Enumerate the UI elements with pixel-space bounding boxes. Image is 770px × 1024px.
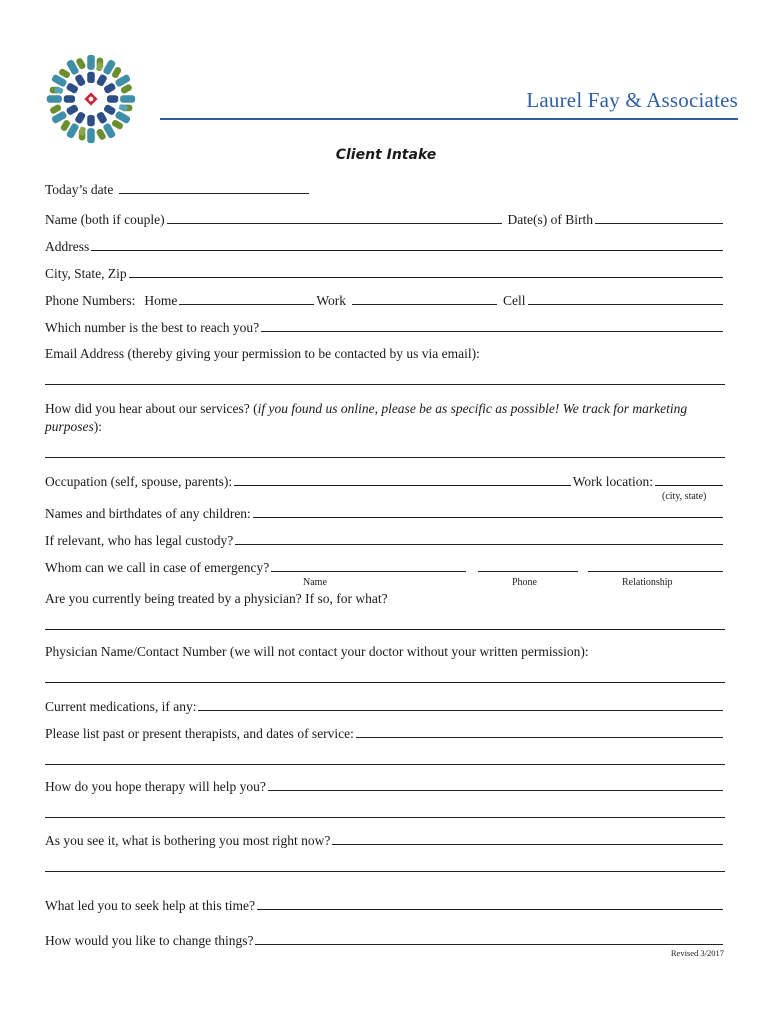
past-therapists-field[interactable] [356, 725, 723, 738]
seek-help-label: What led you to seek help at this time? [45, 898, 255, 913]
phone-label: Phone Numbers: [45, 293, 136, 308]
hear-about-field[interactable] [45, 457, 725, 458]
change-things-label: How would you like to change things? [45, 933, 254, 948]
address-field[interactable] [91, 238, 723, 251]
best-number-field[interactable] [261, 319, 723, 332]
work-location-field[interactable] [655, 473, 723, 486]
email-field[interactable] [45, 384, 725, 385]
physician-treatment-field[interactable] [45, 629, 725, 630]
city-row [45, 265, 725, 282]
hear-about-row: How did you hear about our services? (if you found us online, please be as specific as possible! We track for marketing purposes): [45, 401, 688, 434]
name-field[interactable] [167, 211, 502, 224]
phone-work-label: Work [316, 293, 347, 308]
address-label: Address [45, 239, 90, 254]
past-therapists-field-2[interactable] [45, 764, 725, 765]
children-row [45, 505, 725, 522]
past-therapists-row [45, 725, 725, 742]
therapy-help-field-2[interactable] [45, 817, 725, 818]
phone-work-field[interactable] [352, 292, 497, 305]
todays-date-label: Today’s date [45, 182, 114, 197]
medications-field[interactable] [198, 698, 723, 711]
bothering-field-2[interactable] [45, 871, 725, 872]
emergency-name-hint: Name [303, 577, 327, 588]
therapy-help-label: How do you hope therapy will help you? [45, 779, 266, 794]
physician-contact-label: Physician Name/Contact Number (we will not contact your doctor without your written permission): [45, 644, 589, 659]
header-rule [160, 118, 738, 120]
custody-row [45, 532, 725, 549]
past-therapists-label: Please list past or present therapists, and dates of service: [45, 726, 354, 741]
occupation-label: Occupation (self, spouse, parents): [45, 474, 233, 489]
company-logo [44, 52, 138, 146]
emergency-label: Whom can we call in case of emergency? [45, 560, 270, 575]
name-row [45, 211, 725, 228]
occupation-row [45, 473, 725, 490]
form-title: Client Intake [335, 147, 437, 163]
emergency-phone-field[interactable] [478, 559, 578, 572]
physician-treatment-label: Are you currently being treated by a physician? If so, for what? [45, 591, 388, 606]
change-things-row [45, 932, 725, 949]
company-name: Laurel Fay & Associates [526, 88, 738, 112]
bothering-label: As you see it, what is bothering you most right now? [45, 833, 331, 848]
physician-contact-field[interactable] [45, 682, 725, 683]
revision-note: Revised 3/2017 [670, 948, 724, 958]
emergency-relationship-field[interactable] [588, 559, 723, 572]
best-number-row [45, 319, 725, 336]
todays-date-row [45, 181, 311, 198]
medications-label: Current medications, if any: [45, 699, 197, 714]
custody-field[interactable] [235, 532, 723, 545]
phone-home-field[interactable] [179, 292, 314, 305]
name-label: Name (both if couple) [45, 212, 165, 227]
occupation-field[interactable] [234, 473, 571, 486]
children-field[interactable] [253, 505, 723, 518]
phone-home-label: Home [144, 293, 178, 308]
emergency-name-field[interactable] [271, 559, 466, 572]
custody-label: If relevant, who has legal custody? [45, 533, 234, 548]
dob-label: Date(s) of Birth [507, 212, 593, 227]
city-label: City, State, Zip [45, 266, 127, 281]
address-row [45, 238, 725, 255]
hear-about-note: if you found us online, please be as specific as possible! We track for marketing purposes [45, 401, 688, 434]
todays-date-field[interactable] [119, 181, 309, 194]
phone-cell-field[interactable] [528, 292, 723, 305]
emergency-relationship-hint: Relationship [622, 577, 673, 588]
work-location-hint: (city, state) [662, 491, 707, 502]
seek-help-row [45, 897, 725, 914]
emergency-row [45, 559, 725, 576]
bothering-field[interactable] [332, 832, 723, 845]
therapy-help-row [45, 778, 725, 795]
therapy-help-field[interactable] [268, 778, 723, 791]
email-label: Email Address (thereby giving your permission to be contacted by us via email): [45, 346, 480, 361]
work-location-label: Work location: [572, 474, 653, 489]
emergency-phone-hint: Phone [512, 577, 537, 588]
seek-help-field[interactable] [257, 897, 723, 910]
change-things-field[interactable] [255, 932, 723, 945]
medications-row [45, 698, 725, 715]
best-number-label: Which number is the best to reach you? [45, 320, 260, 335]
bothering-row [45, 832, 725, 849]
phone-cell-label: Cell [503, 293, 526, 308]
children-label: Names and birthdates of any children: [45, 506, 251, 521]
hear-about-label: How did you hear about our services? [45, 401, 250, 416]
city-field[interactable] [129, 265, 723, 278]
phone-row [45, 292, 725, 309]
dob-field[interactable] [595, 211, 723, 224]
